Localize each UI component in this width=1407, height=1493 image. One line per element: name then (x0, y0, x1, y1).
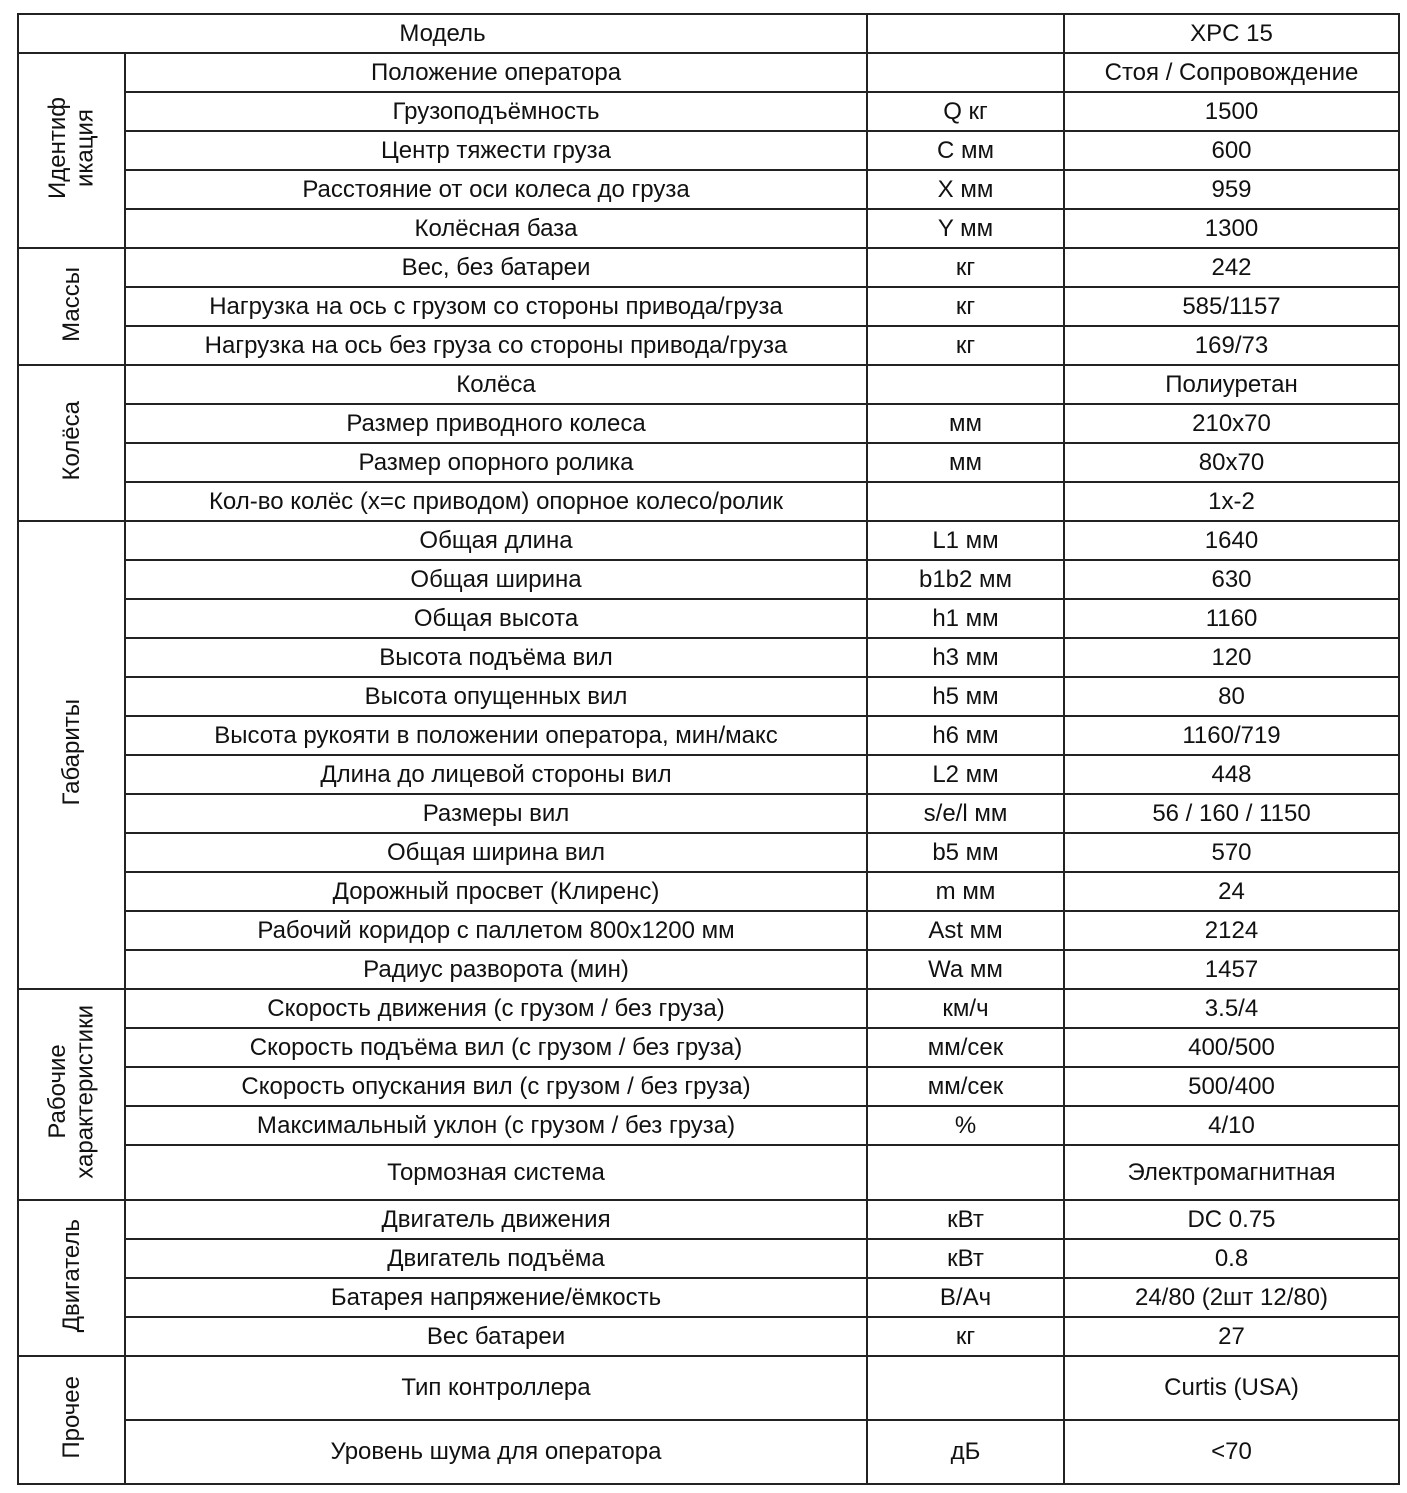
table-row (18, 794, 1399, 833)
section-title-identification (18, 53, 125, 248)
value-cell: 1x-2 (1064, 482, 1399, 521)
value-cell: Электромагнитная (1064, 1145, 1399, 1200)
table-row (18, 1106, 1399, 1145)
param-cell: Скорость опускания вил (с грузом / без груза) (125, 1067, 867, 1106)
value-cell: <70 (1064, 1420, 1399, 1484)
value-cell: 400/500 (1064, 1028, 1399, 1067)
unit-cell: L1 мм (867, 521, 1064, 560)
unit-cell: m мм (867, 872, 1064, 911)
param-cell: Вес, без батареи (125, 248, 867, 287)
param-cell: Длина до лицевой стороны вил (125, 755, 867, 794)
param-cell: Положение оператора (125, 53, 867, 92)
param-cell: Общая длина (125, 521, 867, 560)
param-cell: Высота подъёма вил (125, 638, 867, 677)
unit-cell: кг (867, 287, 1064, 326)
table-row (18, 209, 1399, 248)
param-cell: Общая высота (125, 599, 867, 638)
table-row (18, 1278, 1399, 1317)
value-cell: 27 (1064, 1317, 1399, 1356)
param-cell: Рабочий коридор с паллетом 800x1200 мм (125, 911, 867, 950)
section-title-wheels (18, 365, 125, 521)
unit-cell: мм/сек (867, 1067, 1064, 1106)
unit-cell: X мм (867, 170, 1064, 209)
table-row (18, 755, 1399, 794)
param-cell: Размер приводного колеса (125, 404, 867, 443)
param-cell: Батарея напряжение/ёмкость (125, 1278, 867, 1317)
param-cell: Центр тяжести груза (125, 131, 867, 170)
value-cell: 585/1157 (1064, 287, 1399, 326)
value-cell: Curtis (USA) (1064, 1356, 1399, 1420)
param-cell: Нагрузка на ось с грузом со стороны привода/груза (125, 287, 867, 326)
table-row (18, 599, 1399, 638)
header-value: XPC 15 (1064, 14, 1399, 53)
table-row (18, 638, 1399, 677)
param-cell: Высота опущенных вил (125, 677, 867, 716)
value-cell: 24/80 (2шт 12/80) (1064, 1278, 1399, 1317)
param-cell: Грузоподъёмность (125, 92, 867, 131)
table-row (18, 950, 1399, 989)
param-cell: Тип контроллера (125, 1356, 867, 1420)
header-row (18, 14, 1399, 53)
value-cell: 4/10 (1064, 1106, 1399, 1145)
param-cell: Размер опорного ролика (125, 443, 867, 482)
value-cell: 500/400 (1064, 1067, 1399, 1106)
table-row (18, 677, 1399, 716)
value-cell: 570 (1064, 833, 1399, 872)
value-cell: 1500 (1064, 92, 1399, 131)
param-cell: Двигатель подъёма (125, 1239, 867, 1278)
value-cell: 2124 (1064, 911, 1399, 950)
section-title-motor (18, 1200, 125, 1356)
table-row (18, 833, 1399, 872)
table-row (18, 170, 1399, 209)
section-title-text: Рабочие характеристики (43, 1005, 99, 1179)
unit-cell: кг (867, 326, 1064, 365)
unit-cell: h5 мм (867, 677, 1064, 716)
table-row (18, 872, 1399, 911)
param-cell: Колёса (125, 365, 867, 404)
param-cell: Скорость подъёма вил (с грузом / без груза) (125, 1028, 867, 1067)
table-row (18, 1200, 1399, 1239)
header-unit (867, 14, 1064, 53)
unit-cell: км/ч (867, 989, 1064, 1028)
table-row (18, 92, 1399, 131)
section-title-dimensions (18, 521, 125, 989)
table-row (18, 287, 1399, 326)
value-cell: 959 (1064, 170, 1399, 209)
table-row (18, 482, 1399, 521)
unit-cell: h3 мм (867, 638, 1064, 677)
value-cell: 24 (1064, 872, 1399, 911)
unit-cell (867, 53, 1064, 92)
unit-cell: кВт (867, 1239, 1064, 1278)
param-cell: Размеры вил (125, 794, 867, 833)
value-cell: 1640 (1064, 521, 1399, 560)
table-row (18, 989, 1399, 1028)
unit-cell (867, 365, 1064, 404)
section-title-text: Идентиф икация (43, 97, 99, 199)
unit-cell: h6 мм (867, 716, 1064, 755)
param-cell: Нагрузка на ось без груза со стороны привода/груза (125, 326, 867, 365)
value-cell: 3.5/4 (1064, 989, 1399, 1028)
value-cell: 1160/719 (1064, 716, 1399, 755)
param-cell: Общая ширина (125, 560, 867, 599)
table-row (18, 326, 1399, 365)
section-title-masses (18, 248, 125, 365)
table-row (18, 1420, 1399, 1484)
param-cell: Тормозная система (125, 1145, 867, 1200)
unit-cell: дБ (867, 1420, 1064, 1484)
table-row (18, 911, 1399, 950)
spec-table (17, 13, 1400, 1485)
unit-cell: Y мм (867, 209, 1064, 248)
param-cell: Общая ширина вил (125, 833, 867, 872)
value-cell: 120 (1064, 638, 1399, 677)
unit-cell: кг (867, 1317, 1064, 1356)
table-row (18, 1317, 1399, 1356)
unit-cell: L2 мм (867, 755, 1064, 794)
value-cell: 169/73 (1064, 326, 1399, 365)
value-cell: 242 (1064, 248, 1399, 287)
table-row (18, 1145, 1399, 1200)
table-row (18, 365, 1399, 404)
table-row (18, 1028, 1399, 1067)
table-row (18, 404, 1399, 443)
value-cell: 80x70 (1064, 443, 1399, 482)
param-cell: Двигатель движения (125, 1200, 867, 1239)
section-title-text: Прочее (57, 1376, 85, 1459)
unit-cell (867, 1356, 1064, 1420)
unit-cell: мм (867, 443, 1064, 482)
unit-cell (867, 1145, 1064, 1200)
table-row (18, 560, 1399, 599)
param-cell: Дорожный просвет (Клиренс) (125, 872, 867, 911)
table-row (18, 521, 1399, 560)
unit-cell: C мм (867, 131, 1064, 170)
header-label: Модель (18, 14, 867, 53)
table-row (18, 131, 1399, 170)
param-cell: Расстояние от оси колеса до груза (125, 170, 867, 209)
unit-cell (867, 482, 1064, 521)
spec-table-body (18, 14, 1399, 1484)
param-cell: Уровень шума для оператора (125, 1420, 867, 1484)
param-cell: Колёсная база (125, 209, 867, 248)
table-row (18, 443, 1399, 482)
section-title-performance (18, 989, 125, 1200)
value-cell: Стоя / Сопровождение (1064, 53, 1399, 92)
table-row (18, 1067, 1399, 1106)
value-cell: 630 (1064, 560, 1399, 599)
param-cell: Кол-во колёс (x=с приводом) опорное колесо/ролик (125, 482, 867, 521)
unit-cell: Q кг (867, 92, 1064, 131)
table-row (18, 248, 1399, 287)
unit-cell: Wa мм (867, 950, 1064, 989)
table-row (18, 1356, 1399, 1420)
value-cell: 600 (1064, 131, 1399, 170)
table-row (18, 1239, 1399, 1278)
unit-cell: b5 мм (867, 833, 1064, 872)
param-cell: Скорость движения (с грузом / без груза) (125, 989, 867, 1028)
table-row (18, 716, 1399, 755)
unit-cell: h1 мм (867, 599, 1064, 638)
value-cell: 1457 (1064, 950, 1399, 989)
param-cell: Максимальный уклон (с грузом / без груза) (125, 1106, 867, 1145)
unit-cell: кг (867, 248, 1064, 287)
param-cell: Радиус разворота (мин) (125, 950, 867, 989)
param-cell: Высота рукояти в положении оператора, мин/макс (125, 716, 867, 755)
value-cell: DC 0.75 (1064, 1200, 1399, 1239)
section-title-text: Колёса (57, 400, 85, 481)
unit-cell: кВт (867, 1200, 1064, 1239)
value-cell: 210x70 (1064, 404, 1399, 443)
unit-cell: b1b2 мм (867, 560, 1064, 599)
value-cell: 1160 (1064, 599, 1399, 638)
unit-cell: % (867, 1106, 1064, 1145)
section-title-other (18, 1356, 125, 1484)
param-cell: Вес батареи (125, 1317, 867, 1356)
unit-cell: мм/сек (867, 1028, 1064, 1067)
section-title-text: Габариты (57, 699, 85, 806)
unit-cell: s/e/l мм (867, 794, 1064, 833)
value-cell: Полиуретан (1064, 365, 1399, 404)
value-cell: 80 (1064, 677, 1399, 716)
value-cell: 1300 (1064, 209, 1399, 248)
value-cell: 0.8 (1064, 1239, 1399, 1278)
value-cell: 448 (1064, 755, 1399, 794)
unit-cell: В/Ач (867, 1278, 1064, 1317)
unit-cell: Ast мм (867, 911, 1064, 950)
section-title-text: Массы (57, 266, 85, 342)
unit-cell: мм (867, 404, 1064, 443)
value-cell: 56 / 160 / 1150 (1064, 794, 1399, 833)
section-title-text: Двигатель (57, 1218, 85, 1333)
table-row (18, 53, 1399, 92)
